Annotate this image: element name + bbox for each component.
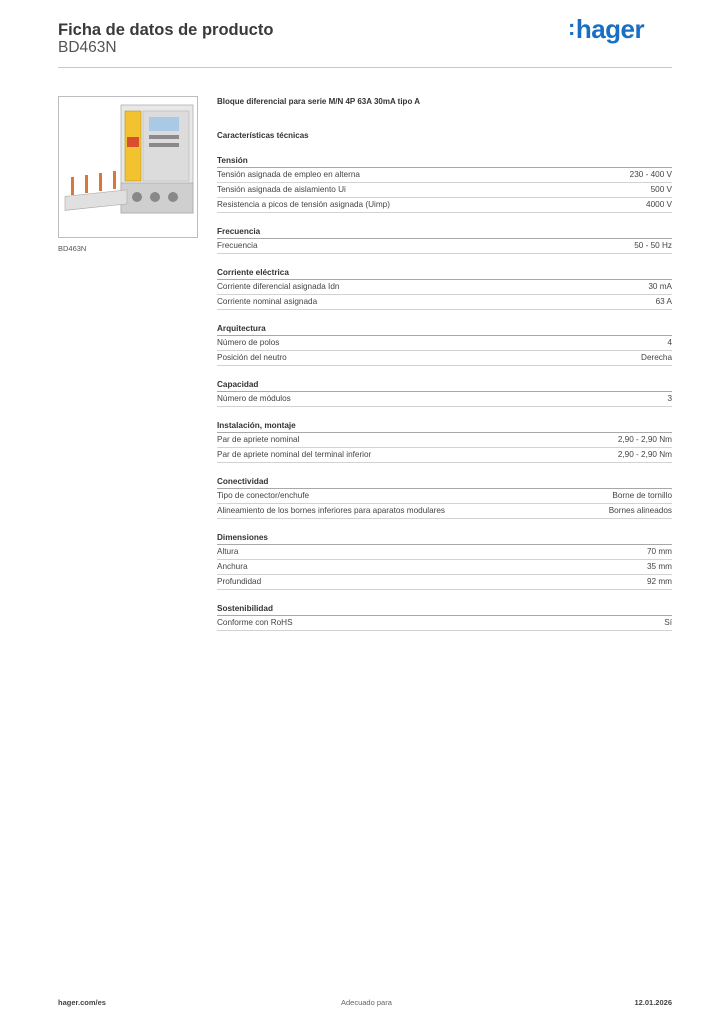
spec-row bbox=[217, 392, 672, 407]
spec-value: 2,90 - 2,90 Nm bbox=[617, 435, 672, 444]
product-description: Bloque diferencial para serie M/N 4P 63A 30mA tipo A bbox=[217, 97, 421, 106]
spec-value: 50 - 50 Hz bbox=[634, 241, 672, 250]
spec-row bbox=[217, 489, 672, 504]
section-frecuencia bbox=[217, 226, 672, 254]
spec-value: 4000 V bbox=[646, 200, 672, 209]
spec-row bbox=[217, 336, 672, 351]
spec-value: 3 bbox=[667, 394, 672, 403]
spec-label: Resistencia a picos de tensión asignada (Uimp) bbox=[217, 200, 390, 209]
spec-label: Posición del neutro bbox=[217, 353, 287, 362]
section-title: Capacidad bbox=[217, 379, 672, 392]
spec-content bbox=[217, 96, 672, 631]
spec-value: 30 mA bbox=[648, 282, 672, 291]
spec-label: Par de apriete nominal del terminal inferior bbox=[217, 450, 372, 459]
spec-row bbox=[217, 545, 672, 560]
footer-center-text: Adecuado para bbox=[341, 998, 392, 1007]
spec-label: Tensión asignada de aislamiento Ui bbox=[217, 185, 346, 194]
image-caption: BD463N bbox=[58, 244, 87, 253]
logo-dots-icon: : bbox=[568, 15, 575, 40]
spec-row bbox=[217, 560, 672, 575]
section-title: Conectividad bbox=[217, 476, 672, 489]
section-title: Frecuencia bbox=[217, 226, 672, 239]
spec-label: Frecuencia bbox=[217, 241, 258, 250]
spec-row bbox=[217, 198, 672, 213]
footer-date: 12.01.2026 bbox=[634, 998, 672, 1007]
section-sostenibilidad bbox=[217, 603, 672, 631]
section-instalacion bbox=[217, 420, 672, 463]
spec-label: Tensión asignada de empleo en alterna bbox=[217, 170, 360, 179]
spec-value: 35 mm bbox=[646, 562, 672, 571]
section-title: Sostenibilidad bbox=[217, 603, 672, 616]
spec-row bbox=[217, 575, 672, 590]
product-image bbox=[58, 96, 198, 238]
hager-logo bbox=[568, 14, 644, 45]
spec-value: Bornes alineados bbox=[608, 506, 672, 515]
spec-value: 70 mm bbox=[646, 547, 672, 556]
section-tension bbox=[217, 155, 672, 213]
section-title: Arquitectura bbox=[217, 323, 672, 336]
section-title: Dimensiones bbox=[217, 532, 672, 545]
spec-label: Número de módulos bbox=[217, 394, 291, 403]
spec-label: Tipo de conector/enchufe bbox=[217, 491, 310, 500]
spec-row bbox=[217, 448, 672, 463]
spec-value: 92 mm bbox=[646, 577, 672, 586]
spec-row bbox=[217, 616, 672, 631]
spec-label: Altura bbox=[217, 547, 239, 556]
spec-row bbox=[217, 295, 672, 310]
spec-label: Corriente diferencial asignada Idn bbox=[217, 282, 340, 291]
spec-row bbox=[217, 239, 672, 254]
footer-website-link[interactable]: hager.com/es bbox=[58, 998, 106, 1007]
spec-value: Borne de tornillo bbox=[612, 491, 672, 500]
spec-label: Corriente nominal asignada bbox=[217, 297, 318, 306]
section-arquitectura bbox=[217, 323, 672, 366]
spec-row bbox=[217, 183, 672, 198]
spec-value: Derecha bbox=[641, 353, 672, 362]
spec-value: 2,90 - 2,90 Nm bbox=[617, 450, 672, 459]
product-image-icon bbox=[59, 97, 197, 237]
spec-row bbox=[217, 280, 672, 295]
spec-value: Sí bbox=[664, 618, 672, 627]
product-code: BD463N bbox=[58, 39, 117, 56]
spec-label: Alineamiento de los bornes inferiores para aparatos modulares bbox=[217, 506, 446, 515]
section-conectividad bbox=[217, 476, 672, 519]
section-title: Tensión bbox=[217, 155, 672, 168]
spec-label: Número de polos bbox=[217, 338, 280, 347]
spec-value: 230 - 400 V bbox=[629, 170, 672, 179]
spec-row bbox=[217, 351, 672, 366]
spec-label: Par de apriete nominal bbox=[217, 435, 300, 444]
section-dimensiones bbox=[217, 532, 672, 590]
logo-text: hager bbox=[575, 14, 645, 44]
header-divider bbox=[58, 67, 672, 68]
spec-row bbox=[217, 504, 672, 519]
spec-row bbox=[217, 168, 672, 183]
spec-label: Anchura bbox=[217, 562, 248, 571]
page-title: Ficha de datos de producto bbox=[58, 21, 274, 39]
section-capacidad bbox=[217, 379, 672, 407]
spec-value: 500 V bbox=[650, 185, 672, 194]
section-title: Corriente eléctrica bbox=[217, 267, 672, 280]
spec-label: Profundidad bbox=[217, 577, 262, 586]
spec-value: 4 bbox=[667, 338, 672, 347]
spec-row bbox=[217, 433, 672, 448]
tech-characteristics-title: Características técnicas bbox=[217, 131, 309, 140]
section-title: Instalación, montaje bbox=[217, 420, 672, 433]
section-corriente bbox=[217, 267, 672, 310]
spec-label: Conforme con RoHS bbox=[217, 618, 293, 627]
spec-value: 63 A bbox=[655, 297, 672, 306]
